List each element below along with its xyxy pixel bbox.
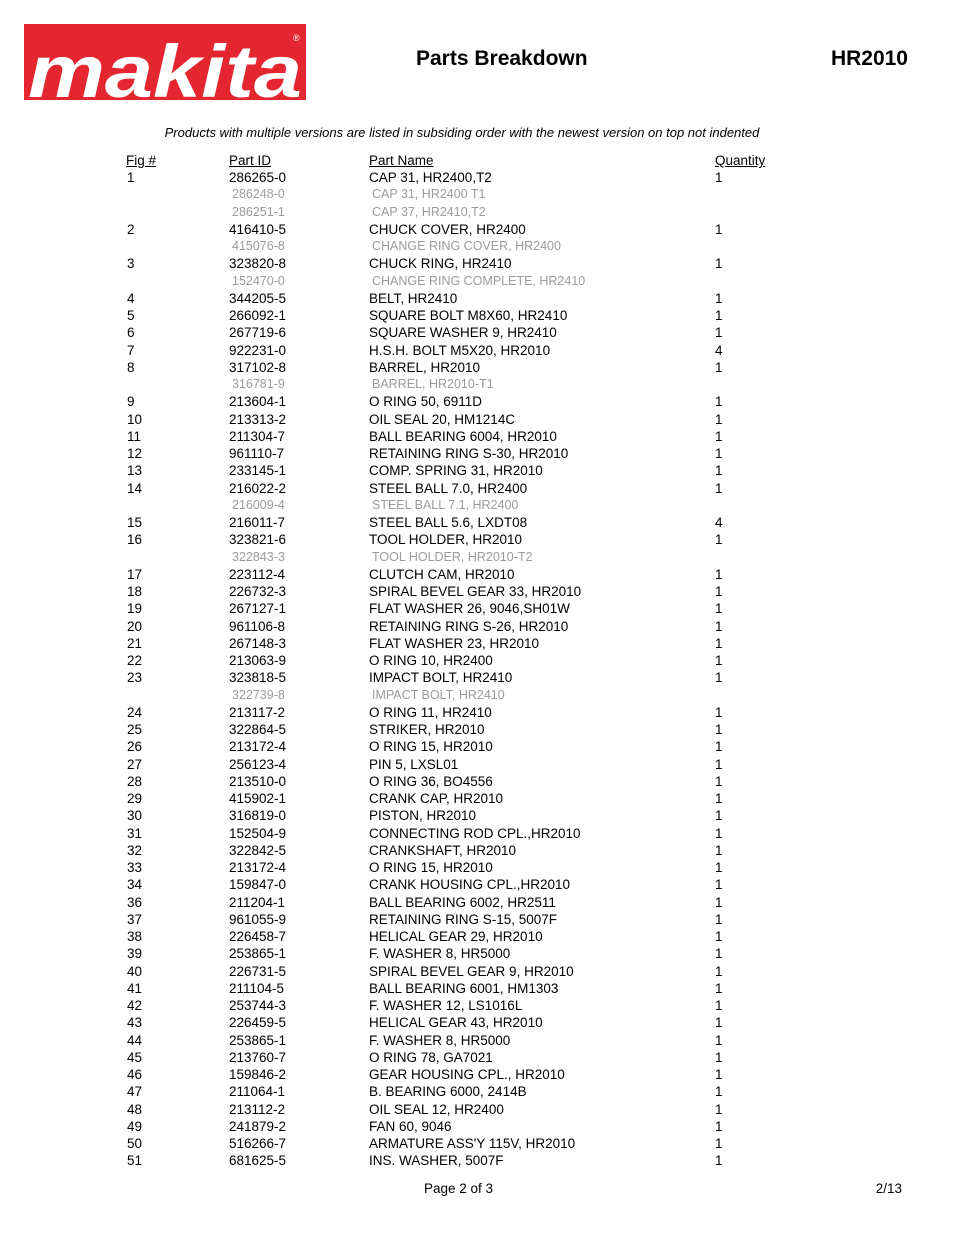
part-name-cell: BARREL, HR2010 (369, 359, 481, 375)
fig-cell: 40 (127, 963, 143, 979)
part-name-cell: BALL BEARING 6001, HM1303 (369, 980, 559, 996)
part-id-cell: 226458-7 (229, 929, 287, 944)
part-id-cell: 213510-0 (229, 773, 287, 789)
part-name-cell: STEEL BALL 7.0, HR2400 (369, 480, 528, 496)
part-name-cell: O RING 36, BO4556 (369, 773, 493, 789)
table-row (0, 359, 954, 376)
part-id-cell: 322842-5 (229, 842, 287, 858)
table-row (0, 514, 954, 531)
part-name-cell: SQUARE BOLT M8X60, HR2410 (369, 308, 568, 323)
quantity-cell: 1 (715, 653, 723, 668)
table-row (0, 894, 954, 911)
part-id-cell: 213117-2 (229, 704, 286, 720)
table-row-alternate (0, 273, 954, 290)
quantity-cell: 1 (715, 739, 723, 755)
part-name-cell: F. WASHER 12, LS1016L (369, 998, 523, 1013)
fig-cell: 27 (127, 756, 143, 772)
part-id-cell: 211304-7 (229, 428, 286, 444)
part-id-cell: 226459-5 (229, 1015, 287, 1031)
table-row-alternate (0, 204, 954, 221)
quantity-cell: 1 (715, 1153, 723, 1169)
part-name-cell: COMP. SPRING 31, HR2010 (369, 463, 543, 479)
fig-cell: 16 (127, 532, 143, 548)
part-name-cell: SQUARE WASHER 9, HR2410 (369, 325, 557, 341)
part-name-cell: GEAR HOUSING CPL., HR2010 (369, 1067, 565, 1082)
part-name-cell: CONNECTING ROD CPL.,HR2010 (369, 825, 581, 841)
table-row (0, 859, 954, 876)
part-id-cell: 241879-2 (229, 1118, 287, 1134)
table-row (0, 600, 954, 617)
part-name-cell: FAN 60, 9046 (369, 1118, 452, 1134)
column-header-part-name: Part Name (369, 153, 434, 168)
quantity-cell: 1 (715, 290, 723, 306)
table-row (0, 635, 954, 652)
table-row (0, 997, 954, 1014)
table-row (0, 1066, 954, 1083)
part-name-cell: B. BEARING 6000, 2414B (369, 1084, 527, 1100)
part-name-cell: O RING 78, GA7021 (369, 1049, 493, 1065)
part-id-cell: 213112-2 (229, 1101, 286, 1117)
fig-cell: 45 (127, 1049, 143, 1065)
part-id-cell: 516266-7 (229, 1136, 287, 1151)
table-row (0, 1083, 954, 1100)
part-name-cell: STRIKER, HR2010 (369, 722, 485, 737)
fig-cell: 37 (127, 911, 143, 927)
part-id-cell: 226732-3 (229, 584, 287, 599)
part-id-cell: 233145-1 (229, 463, 287, 479)
table-row-alternate (0, 497, 954, 514)
part-name-cell: TOOL HOLDER, HR2010-T2 (372, 549, 533, 564)
table-row (0, 945, 954, 962)
quantity-cell: 1 (715, 894, 723, 910)
part-name-cell: HELICAL GEAR 29, HR2010 (369, 929, 543, 944)
table-row (0, 928, 954, 945)
fig-cell: 4 (127, 290, 135, 306)
part-id-cell: 267127-1 (229, 601, 287, 617)
listing-note: Products with multiple versions are listed in subsiding order with the newest version on top not indented (164, 125, 760, 140)
part-name-cell: BARREL, HR2010-T1 (372, 377, 494, 391)
part-id-cell: 961055-9 (229, 911, 287, 927)
quantity-cell: 1 (715, 1067, 723, 1082)
table-row (0, 669, 954, 686)
part-id-cell: 267719-6 (229, 325, 287, 341)
part-id-cell: 323821-6 (229, 532, 287, 548)
fig-cell: 11 (127, 428, 142, 444)
quantity-cell: 1 (715, 325, 723, 341)
part-name-cell: CAP 31, HR2400 T1 (372, 187, 486, 202)
model-number: HR2010 (830, 47, 908, 70)
part-id-cell: 323818-5 (229, 670, 287, 686)
part-id-cell: 211104-5 (229, 980, 285, 996)
table-row (0, 980, 954, 997)
part-name-cell: TOOL HOLDER, HR2010 (369, 532, 523, 548)
part-name-cell: CLUTCH CAM, HR2010 (369, 566, 515, 582)
part-id-cell: 226731-5 (229, 963, 287, 979)
fig-cell: 34 (127, 877, 143, 893)
quantity-cell: 1 (715, 998, 723, 1013)
table-row (0, 652, 954, 669)
table-row-alternate (0, 687, 954, 704)
part-id-cell: 211204-1 (229, 894, 286, 910)
fig-cell: 38 (127, 929, 143, 944)
part-id-cell: 416410-5 (229, 221, 287, 237)
part-name-cell: OIL SEAL 20, HM1214C (369, 411, 516, 427)
table-row (0, 1014, 954, 1031)
part-name-cell: O RING 50, 6911D (369, 394, 483, 410)
table-row (0, 876, 954, 893)
part-name-cell: OIL SEAL 12, HR2400 (369, 1101, 504, 1117)
quantity-cell: 1 (715, 791, 723, 806)
fig-cell: 42 (127, 998, 143, 1013)
quantity-cell: 1 (715, 722, 723, 737)
table-row (0, 911, 954, 928)
table-row (0, 428, 954, 445)
part-name-cell: SPIRAL BEVEL GEAR 33, HR2010 (369, 584, 582, 599)
part-name-cell: F. WASHER 8, HR5000 (369, 1032, 511, 1048)
quantity-cell: 1 (715, 1015, 723, 1031)
fig-cell: 28 (127, 773, 143, 789)
part-name-cell: CHUCK RING, HR2410 (369, 256, 512, 272)
part-name-cell: PISTON, HR2010 (369, 808, 477, 824)
column-header-fig: Fig # (126, 153, 157, 168)
fig-cell: 43 (127, 1015, 143, 1031)
part-name-cell: H.S.H. BOLT M5X20, HR2010 (369, 342, 551, 358)
part-name-cell: O RING 11, HR2410 (369, 704, 492, 720)
fig-cell: 10 (127, 411, 143, 427)
quantity-cell: 4 (715, 515, 723, 530)
fig-cell: 1 (127, 170, 135, 185)
quantity-cell: 1 (715, 256, 723, 272)
table-row (0, 738, 954, 755)
part-id-cell: 316819-0 (229, 808, 287, 824)
part-name-cell: RETAINING RING S-26, HR2010 (369, 618, 569, 634)
table-row (0, 462, 954, 479)
part-id-cell: 216022-2 (229, 480, 287, 496)
fig-cell: 12 (127, 446, 143, 461)
quantity-cell: 1 (715, 1118, 723, 1134)
part-id-cell: 266092-1 (229, 308, 287, 323)
part-name-cell: FLAT WASHER 26, 9046,SH01W (369, 601, 570, 617)
part-name-cell: STEEL BALL 5.6, LXDT08 (369, 515, 528, 530)
part-name-cell: STEEL BALL 7.1, HR2400 (372, 497, 519, 512)
part-id-cell: 213172-4 (229, 739, 287, 755)
part-id-cell: 213604-1 (229, 394, 287, 410)
part-id-cell: 216011-7 (229, 515, 286, 530)
fig-cell: 33 (127, 860, 143, 875)
quantity-cell: 1 (715, 411, 723, 427)
parts-table (0, 169, 954, 1170)
fig-cell: 49 (127, 1118, 143, 1134)
fig-cell: 21 (127, 635, 143, 651)
quantity-cell: 1 (715, 1049, 723, 1065)
part-id-cell: 223112-4 (229, 566, 286, 582)
fig-cell: 5 (127, 308, 135, 323)
makita-logo (24, 24, 306, 100)
table-row (0, 531, 954, 548)
quantity-cell: 1 (715, 1136, 723, 1151)
fig-cell: 14 (127, 480, 143, 496)
fig-cell: 7 (127, 342, 135, 358)
part-name-cell: O RING 10, HR2400 (369, 653, 493, 668)
part-id-cell: 681625-5 (229, 1153, 287, 1169)
table-row (0, 583, 954, 600)
table-row-alternate (0, 238, 954, 255)
table-row (0, 445, 954, 462)
table-row (0, 1032, 954, 1049)
quantity-cell: 1 (715, 877, 723, 893)
part-id-cell: 159846-2 (229, 1067, 287, 1082)
fig-cell: 23 (127, 670, 143, 686)
fig-cell: 29 (127, 791, 143, 806)
quantity-cell: 1 (715, 446, 723, 461)
part-id-cell: 152470-0 (232, 273, 285, 288)
part-id-cell: 322864-5 (229, 722, 287, 737)
page-number: Page 2 of 3 (424, 1181, 494, 1196)
quantity-cell: 1 (715, 359, 723, 375)
quantity-cell: 1 (715, 584, 723, 599)
quantity-cell: 1 (715, 428, 723, 444)
part-name-cell: CRANK CAP, HR2010 (369, 791, 504, 806)
fig-cell: 51 (127, 1153, 143, 1169)
table-row (0, 721, 954, 738)
table-row (0, 1135, 954, 1152)
fig-cell: 41 (127, 980, 143, 996)
fig-cell: 19 (127, 601, 143, 617)
fig-cell: 17 (127, 566, 143, 582)
part-name-cell: BALL BEARING 6002, HR2511 (369, 894, 556, 910)
part-id-cell: 152504-9 (229, 825, 287, 841)
part-id-cell: 213760-7 (229, 1049, 287, 1065)
table-row (0, 1101, 954, 1118)
fig-cell: 32 (127, 842, 143, 858)
table-row (0, 480, 954, 497)
quantity-cell: 1 (715, 532, 723, 548)
part-id-cell: 961110-7 (229, 446, 285, 461)
quantity-cell: 1 (715, 808, 723, 824)
part-id-cell: 922231-0 (229, 342, 287, 358)
part-id-cell: 211064-1 (229, 1084, 286, 1100)
fig-cell: 30 (127, 808, 143, 824)
fig-cell: 24 (127, 704, 143, 720)
fig-cell: 47 (127, 1084, 143, 1100)
table-row (0, 342, 954, 359)
fig-cell: 9 (127, 394, 135, 410)
fig-cell: 50 (127, 1136, 143, 1151)
quantity-cell: 1 (715, 635, 723, 651)
part-id-cell: 253865-1 (229, 1032, 287, 1048)
table-row-alternate (0, 376, 954, 393)
part-name-cell: CAP 37, HR2410,T2 (372, 204, 486, 219)
fig-cell: 15 (127, 515, 143, 530)
fig-cell: 44 (127, 1032, 143, 1048)
part-id-cell: 317102-8 (229, 359, 287, 375)
part-name-cell: HELICAL GEAR 43, HR2010 (369, 1015, 543, 1031)
table-row (0, 324, 954, 341)
table-row (0, 963, 954, 980)
part-name-cell: ARMATURE ASS'Y 115V, HR2010 (369, 1136, 576, 1151)
fig-cell: 18 (127, 584, 143, 599)
part-name-cell: CHANGE RING COMPLETE, HR2410 (372, 273, 586, 288)
part-name-cell: F. WASHER 8, HR5000 (369, 946, 511, 962)
part-name-cell: RETAINING RING S-15, 5007F (369, 911, 558, 927)
fig-cell: 31 (127, 825, 143, 841)
part-name-cell: BELT, HR2410 (369, 290, 458, 306)
part-id-cell: 415902-1 (229, 791, 287, 806)
part-id-cell: 216009-4 (232, 497, 285, 512)
table-row (0, 1049, 954, 1066)
quantity-cell: 1 (715, 394, 723, 410)
part-id-cell: 213063-9 (229, 653, 287, 668)
fig-cell: 2 (127, 221, 135, 237)
quantity-cell: 1 (715, 1101, 723, 1117)
quantity-cell: 1 (715, 1032, 723, 1048)
table-row (0, 790, 954, 807)
table-row (0, 307, 954, 324)
fig-cell: 25 (127, 722, 143, 737)
part-id-cell: 253744-3 (229, 998, 287, 1013)
part-id-cell: 961106-8 (229, 618, 286, 634)
part-id-cell: 213313-2 (229, 411, 287, 427)
part-name-cell: SPIRAL BEVEL GEAR 9, HR2010 (369, 963, 574, 979)
fig-cell: 36 (127, 894, 143, 910)
table-row-alternate (0, 186, 954, 203)
quantity-cell: 1 (715, 1084, 723, 1100)
quantity-cell: 1 (715, 480, 723, 496)
part-id-cell: 267148-3 (229, 635, 287, 651)
part-name-cell: O RING 15, HR2010 (369, 860, 493, 875)
column-header-quantity: Quantity (715, 153, 766, 168)
revision-date: 2/13 (875, 1181, 902, 1196)
table-row (0, 773, 954, 790)
part-id-cell: 213172-4 (229, 860, 287, 875)
quantity-cell: 1 (715, 618, 723, 634)
part-id-cell: 322739-8 (232, 687, 285, 702)
part-name-cell: CRANKSHAFT, HR2010 (369, 842, 517, 858)
quantity-cell: 1 (715, 670, 723, 686)
part-name-cell: CHUCK COVER, HR2400 (369, 221, 526, 237)
fig-cell: 13 (127, 463, 143, 479)
quantity-cell: 1 (715, 170, 723, 185)
quantity-cell: 1 (715, 929, 723, 944)
fig-cell: 26 (127, 739, 143, 755)
table-row (0, 255, 954, 272)
quantity-cell: 1 (715, 911, 723, 927)
quantity-cell: 1 (715, 756, 723, 772)
fig-cell: 8 (127, 359, 135, 375)
makita-logo-graphic (24, 24, 306, 100)
table-row (0, 411, 954, 428)
quantity-cell: 4 (715, 342, 723, 358)
quantity-cell: 1 (715, 704, 723, 720)
table-row (0, 566, 954, 583)
part-name-cell: RETAINING RING S-30, HR2010 (369, 446, 569, 461)
part-id-cell: 286251-1 (232, 204, 285, 219)
quantity-cell: 1 (715, 860, 723, 875)
table-row (0, 221, 954, 238)
table-row (0, 393, 954, 410)
table-row (0, 825, 954, 842)
quantity-cell: 1 (715, 601, 723, 617)
fig-cell: 48 (127, 1101, 143, 1117)
table-row (0, 704, 954, 721)
part-id-cell: 286265-0 (229, 170, 287, 185)
column-header-part-id: Part ID (229, 153, 272, 168)
quantity-cell: 1 (715, 773, 723, 789)
part-id-cell: 256123-4 (229, 756, 287, 772)
quantity-cell: 1 (715, 825, 723, 841)
part-id-cell: 253865-1 (229, 946, 287, 962)
table-row (0, 807, 954, 824)
page-title: Parts Breakdown (416, 47, 588, 70)
quantity-cell: 1 (715, 463, 723, 479)
table-row (0, 290, 954, 307)
part-id-cell: 323820-8 (229, 256, 287, 272)
fig-cell: 22 (127, 653, 143, 668)
table-row (0, 618, 954, 635)
quantity-cell: 1 (715, 842, 723, 858)
quantity-cell: 1 (715, 566, 723, 582)
svg-text:®: ® (293, 33, 300, 43)
quantity-cell: 1 (715, 221, 723, 237)
part-name-cell: INS. WASHER, 5007F (369, 1153, 504, 1169)
table-row (0, 842, 954, 859)
table-row (0, 756, 954, 773)
part-name-cell: PIN 5, LXSL01 (369, 756, 459, 772)
part-name-cell: CHANGE RING COVER, HR2400 (372, 239, 561, 253)
part-id-cell: 322843-3 (232, 549, 285, 564)
table-row (0, 1118, 954, 1135)
part-name-cell: IMPACT BOLT, HR2410 (372, 687, 505, 702)
quantity-cell: 1 (715, 980, 723, 996)
part-name-cell: CRANK HOUSING CPL.,HR2010 (369, 877, 571, 893)
fig-cell: 20 (127, 618, 143, 634)
part-name-cell: FLAT WASHER 23, HR2010 (369, 635, 540, 651)
part-name-cell: O RING 15, HR2010 (369, 739, 493, 755)
part-name-cell: IMPACT BOLT, HR2410 (369, 670, 513, 686)
part-id-cell: 415076-8 (232, 239, 285, 253)
fig-cell: 3 (127, 256, 135, 272)
quantity-cell: 1 (715, 963, 723, 979)
fig-cell: 6 (127, 325, 135, 341)
part-id-cell: 159847-0 (229, 877, 287, 893)
fig-cell: 39 (127, 946, 143, 962)
quantity-cell: 1 (715, 308, 723, 323)
table-row (0, 1152, 954, 1169)
part-id-cell: 344205-5 (229, 290, 287, 306)
makita-wordmark: makita (28, 30, 302, 100)
part-id-cell: 286248-0 (232, 187, 285, 202)
part-name-cell: BALL BEARING 6004, HR2010 (369, 428, 557, 444)
table-row-alternate (0, 549, 954, 566)
fig-cell: 46 (127, 1067, 143, 1082)
quantity-cell: 1 (715, 946, 723, 962)
table-row (0, 169, 954, 186)
part-name-cell: CAP 31, HR2400,T2 (369, 170, 492, 185)
part-id-cell: 316781-9 (232, 377, 285, 391)
